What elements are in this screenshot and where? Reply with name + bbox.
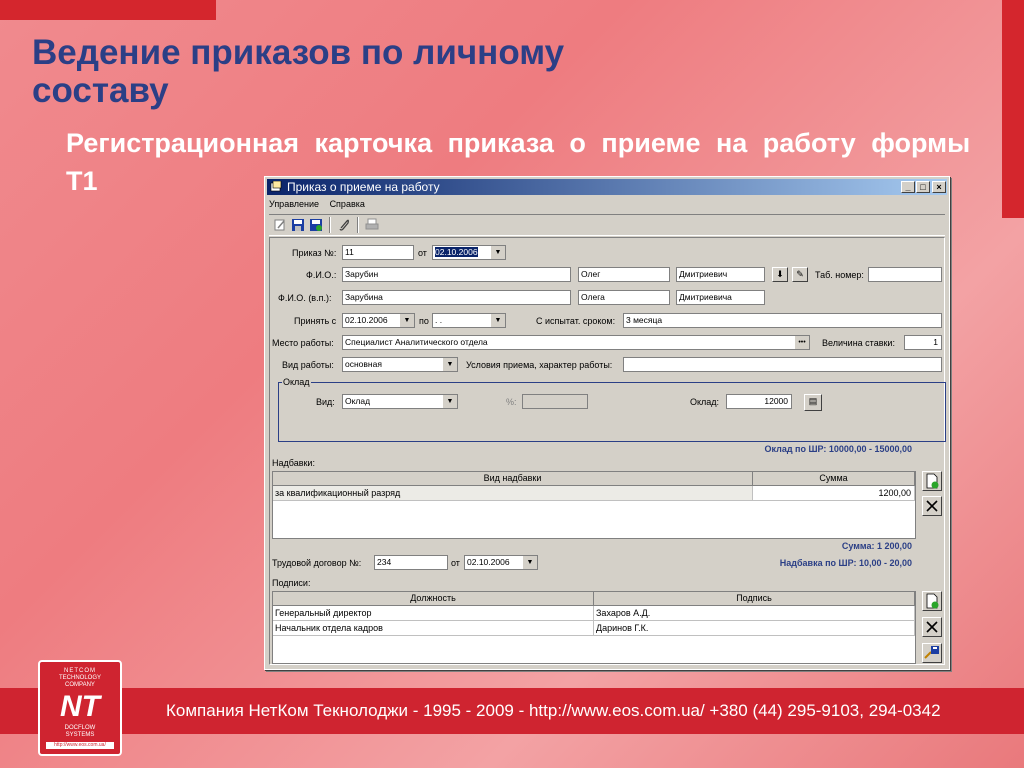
salary-group-label: Оклад: [283, 377, 310, 387]
calculator-icon[interactable]: ▤: [804, 394, 822, 411]
bonus-sum-header[interactable]: Сумма: [753, 472, 915, 485]
hire-from-picker[interactable]: [342, 313, 415, 328]
chevron-down-icon[interactable]: ▼: [442, 395, 457, 408]
tab-no-input[interactable]: [868, 267, 942, 282]
logo-line: SYSTEMS: [65, 732, 95, 738]
fio-label: Ф.И.О.:: [306, 270, 337, 280]
bonuses-table-header: [273, 472, 915, 486]
more-icon[interactable]: •••: [794, 336, 809, 349]
contract-date-value: 02.10.2006: [467, 557, 510, 567]
rate-input[interactable]: 1: [904, 335, 942, 350]
bonus-sum-cell: 1200,00: [753, 486, 915, 500]
hire-to-picker[interactable]: [432, 313, 506, 328]
contract-date-picker[interactable]: [464, 555, 538, 570]
bonus-total: Сумма: 1 200,00: [841, 541, 912, 551]
window-title: Приказ о приеме на работу: [287, 180, 440, 194]
chevron-down-icon[interactable]: ▼: [442, 358, 457, 371]
save-icon[interactable]: [291, 218, 305, 232]
add-signature-button[interactable]: [922, 591, 942, 611]
footer-text: Компания НетКом Текнолоджи - 1995 - 2009 - http://www.eos.com.ua/ +380 (44) 295-9103, 294-0342: [166, 701, 941, 720]
close-icon: [923, 497, 941, 515]
right-accent-bar: [1002, 0, 1024, 218]
work-type-value: основная: [345, 359, 382, 369]
save-icon: [923, 644, 941, 662]
save-signatures-button[interactable]: [922, 643, 942, 663]
sign-position-cell: Генеральный директор: [273, 606, 594, 620]
table-row[interactable]: [273, 606, 915, 621]
percent-input[interactable]: [522, 394, 588, 409]
minimize-button[interactable]: _: [901, 181, 915, 193]
top-accent-bar: [0, 0, 216, 20]
maximize-button[interactable]: □: [916, 181, 930, 193]
order-from-label: от: [418, 248, 427, 258]
app-icon: [270, 181, 282, 192]
slide-title: Ведение приказов по личному составу: [32, 33, 565, 110]
logo-mark: NT: [60, 690, 100, 723]
salary-input[interactable]: 12000: [726, 394, 792, 409]
chevron-down-icon[interactable]: ▼: [490, 246, 505, 259]
contract-from-label: от: [451, 558, 460, 568]
chevron-down-icon[interactable]: ▼: [399, 314, 414, 327]
menu-bar: [269, 197, 373, 211]
toolbar: [269, 214, 945, 236]
sign-name-cell: Захаров А.Д.: [594, 606, 915, 620]
probation-input[interactable]: 3 месяца: [623, 313, 942, 328]
signatures-label: Подписи:: [272, 578, 311, 588]
salary-label: Оклад:: [690, 397, 720, 407]
eraser-icon[interactable]: ✎: [792, 267, 808, 282]
chevron-down-icon[interactable]: ▼: [490, 314, 505, 327]
conditions-label: Условия приема, характер работы:: [466, 360, 613, 370]
workplace-input[interactable]: [342, 335, 810, 350]
close-icon: [923, 618, 941, 636]
bonuses-label: Надбавки:: [272, 458, 315, 468]
tab-no-label: Таб. номер:: [815, 270, 864, 280]
last-name-input[interactable]: Зарубин: [342, 267, 571, 282]
bonus-range: Надбавка по ШР: 10,00 - 20,00: [779, 558, 912, 568]
sign-position-cell: Начальник отдела кадров: [273, 621, 594, 635]
save-close-icon[interactable]: [309, 218, 323, 232]
footer-bar: [0, 688, 1024, 734]
fio-gen-label: Ф.И.О. (в.п.):: [278, 293, 332, 303]
middle-name-gen-input[interactable]: Дмитриевича: [676, 290, 765, 305]
chevron-down-icon[interactable]: ▼: [522, 556, 537, 569]
salary-range: Оклад по ШР: 10000,00 - 15000,00: [764, 444, 912, 454]
contract-label: Трудовой договор №:: [272, 558, 362, 568]
add-bonus-button[interactable]: [922, 471, 942, 491]
menu-manage[interactable]: Управление: [269, 199, 320, 209]
workplace-value: Специалист Аналитического отдела: [345, 337, 488, 347]
sign-position-header[interactable]: Должность: [273, 592, 594, 605]
hire-to-value: . .: [435, 315, 443, 325]
window-titlebar: [267, 179, 947, 195]
signatures-table-header: [273, 592, 915, 606]
download-icon[interactable]: ⬇: [772, 267, 788, 282]
form-panel: [269, 237, 945, 665]
kind-value: Оклад: [345, 396, 371, 406]
sign-name-header[interactable]: Подпись: [594, 592, 915, 605]
print-icon[interactable]: [365, 218, 379, 232]
slide-subtitle: Регистрационная карточка приказа о приеме на работу формы Т1: [66, 128, 971, 196]
contract-no-input[interactable]: 234: [374, 555, 448, 570]
edit-icon[interactable]: [273, 218, 287, 232]
bonuses-table: [272, 471, 916, 539]
conditions-input[interactable]: [623, 357, 942, 372]
work-type-label: Вид работы:: [282, 360, 334, 370]
logo-line: NETCOM: [64, 668, 96, 674]
toolbar-separator: [357, 217, 359, 233]
logo-line: COMPANY: [65, 682, 95, 688]
logo-line: TECHNOLOGY: [58, 675, 101, 681]
first-name-input[interactable]: Олег: [578, 267, 670, 282]
bonus-kind-cell: за квалификационный разряд: [273, 486, 753, 500]
logo-url: http://www.eos.com.ua/: [46, 742, 114, 749]
order-window: [264, 176, 950, 670]
percent-label: %:: [506, 397, 517, 407]
bonus-kind-header[interactable]: Вид надбавки: [273, 472, 753, 485]
hire-from-label: Принять с: [294, 316, 337, 326]
first-name-gen-input[interactable]: Олега: [578, 290, 670, 305]
toolbar-separator: [329, 217, 331, 233]
hire-to-label: по: [419, 316, 429, 326]
close-button[interactable]: ×: [932, 181, 946, 193]
sign-name-cell: Даринов Г.К.: [594, 621, 915, 635]
work-type-select[interactable]: [342, 357, 458, 372]
middle-name-input[interactable]: Дмитриевич: [676, 267, 765, 282]
probation-label: С испытат. сроком:: [536, 316, 616, 326]
order-date-picker[interactable]: [432, 245, 506, 260]
hire-from-value: 02.10.2006: [345, 315, 388, 325]
attach-icon[interactable]: [337, 218, 351, 232]
delete-signature-button[interactable]: [922, 617, 942, 637]
add-document-icon: [923, 472, 941, 490]
kind-label: Вид:: [316, 397, 335, 407]
logo-line: DOCFLOW: [64, 725, 96, 731]
salary-group: [278, 382, 946, 442]
rate-label: Величина ставки:: [822, 338, 895, 348]
menu-help[interactable]: Справка: [329, 199, 365, 209]
company-logo: [38, 660, 122, 756]
order-no-label: Приказ №:: [292, 248, 337, 258]
kind-select[interactable]: [342, 394, 458, 409]
delete-bonus-button[interactable]: [922, 496, 942, 516]
workplace-label: Место работы:: [272, 338, 334, 348]
signatures-table: [272, 591, 916, 664]
table-row[interactable]: [273, 621, 915, 636]
table-row[interactable]: [273, 486, 915, 501]
last-name-gen-input[interactable]: Зарубина: [342, 290, 571, 305]
order-no-input[interactable]: 11: [342, 245, 414, 260]
order-date-value: 02.10.2006: [435, 247, 478, 257]
add-document-icon: [923, 592, 941, 610]
